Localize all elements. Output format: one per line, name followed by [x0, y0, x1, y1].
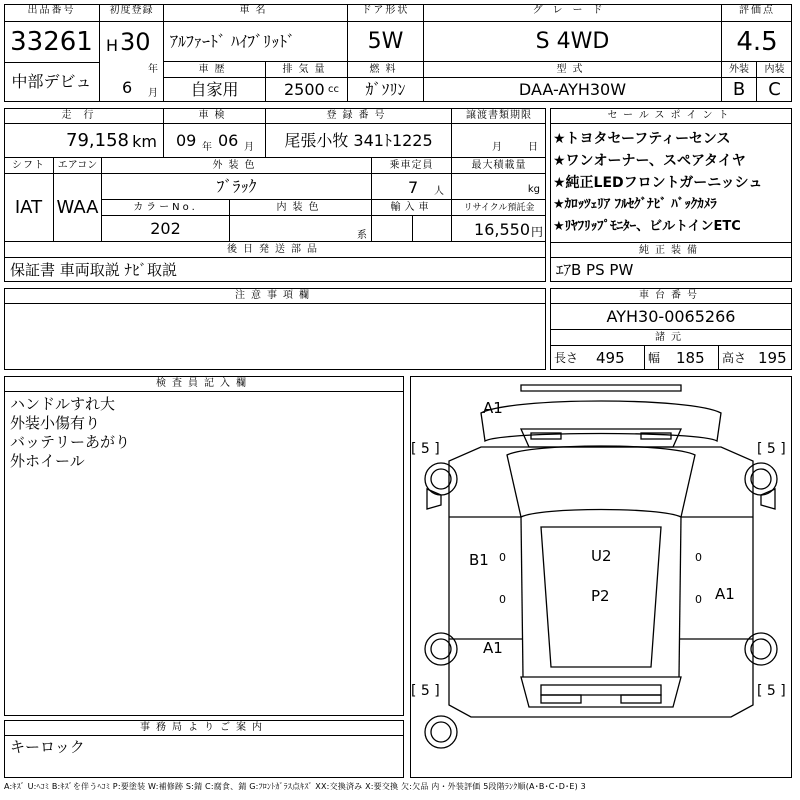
inspector-note: 外装小傷有り	[10, 414, 101, 432]
displacement-cell	[266, 78, 348, 102]
damage-mark: B1	[469, 551, 489, 569]
sales-point: ★ワンオーナー、スペアタイヤ	[553, 153, 746, 169]
damage-mark: U2	[591, 547, 612, 565]
mileage-header: 走行	[4, 108, 164, 124]
displacement-unit: cc	[328, 84, 339, 95]
history-value: 自家用	[164, 78, 266, 102]
door-header: ドア形状	[348, 4, 424, 22]
displacement-value: 2500	[284, 80, 325, 99]
sales-points-list	[553, 128, 791, 238]
tail-light	[621, 695, 661, 703]
interior-header: 内装	[757, 62, 792, 78]
transfer-day-unit: 日	[528, 142, 538, 153]
debut-label: 中部デビュ	[4, 62, 100, 102]
recycle-header: リサイクル預託金	[452, 200, 546, 216]
hood-outline	[481, 401, 721, 441]
displacement-header: 排気量	[266, 62, 348, 78]
grade-value: S 4WD	[424, 22, 722, 62]
recycle-value: 16,550	[474, 220, 530, 239]
exterior-header: 外装	[722, 62, 757, 78]
damage-mark: P2	[591, 587, 610, 605]
office-notes: キーロック	[10, 738, 85, 756]
sales-point: ★ｶﾛｯﾂｪﾘｱ ﾌﾙｾｸﾞﾅﾋﾞ ﾊﾞｯｸｶﾒﾗ	[553, 197, 717, 212]
max-load-header: 最大積載量	[452, 158, 546, 174]
width-label: 幅	[648, 351, 661, 365]
damage-mark: A1	[483, 399, 503, 417]
aircon-header: エアコン	[54, 158, 102, 174]
model-code: DAA-AYH30W	[424, 78, 722, 102]
transfer-month-unit: 月	[492, 142, 502, 153]
mirror-left	[427, 489, 441, 509]
ext-color-header: 外装色	[102, 158, 372, 174]
mileage-unit: km	[132, 132, 157, 151]
recycle-cell	[452, 216, 546, 242]
chassis-no: AYH30-0065266	[550, 304, 792, 330]
reg-month-unit: 月	[148, 88, 158, 99]
notes-header: 注意事項欄	[4, 288, 546, 304]
handle-mark: 0	[499, 551, 506, 564]
damage-mark: A1	[715, 585, 735, 603]
inspection-month-unit: 月	[244, 142, 254, 153]
recycle-unit: 円	[530, 225, 543, 239]
reg-year: 30	[120, 28, 151, 56]
standard-equip-value: ｴｱB PS PW	[556, 261, 634, 279]
sales-points-header: セールスポイント	[550, 108, 792, 124]
inspection-header: 車検	[164, 108, 266, 124]
tail-light	[541, 695, 581, 703]
inspector-notes	[10, 395, 130, 471]
wheel-rear-right	[745, 633, 777, 665]
cabin-left-line	[521, 517, 523, 677]
ext-color-value: ﾌﾞﾗｯｸ	[102, 174, 372, 200]
length-label: 長さ	[554, 351, 579, 365]
int-color-header: 内装色	[230, 200, 372, 216]
height-value: 195	[758, 349, 787, 367]
capacity-unit: 人	[434, 186, 444, 197]
reg-no-header: 登録番号	[266, 108, 452, 124]
first-reg-header: 初度登録	[100, 4, 164, 22]
fuel-header: 燃料	[348, 62, 424, 78]
inspector-note: バッテリーあがり	[10, 433, 131, 451]
car-diagram	[411, 377, 791, 777]
sales-point: ★純正LEDフロントガーニッシュ	[553, 175, 763, 191]
import-cell	[372, 216, 452, 242]
later-parts-header: 後日発送部品	[4, 242, 546, 258]
color-no-header: カラーNo.	[102, 200, 230, 216]
wheel-front-left	[425, 463, 457, 495]
windshield-outline	[521, 429, 681, 447]
sales-point: ★トヨタセーフティーセンス	[553, 131, 731, 147]
fuel-value: ｶﾞｿﾘﾝ	[348, 78, 424, 102]
tread-label: [ 5 ]	[757, 441, 786, 457]
max-load-unit: kg	[527, 184, 540, 195]
inspection-cell	[164, 124, 266, 158]
length-value: 495	[596, 349, 625, 367]
score-header: 評価点	[722, 4, 792, 22]
mirror-right	[761, 489, 775, 509]
capacity-cell	[372, 174, 452, 200]
reg-month: 6	[122, 78, 133, 97]
handle-mark: 0	[499, 593, 506, 606]
capacity-value: 7	[408, 178, 419, 197]
history-header: 車歴	[164, 62, 266, 78]
rear-bumper	[541, 685, 661, 695]
inspector-note: 外ホイール	[10, 452, 85, 470]
wheel-rear-left	[425, 633, 457, 665]
tread-label: [ 5 ]	[411, 683, 440, 699]
interior-grade: C	[768, 79, 781, 100]
transfer-header: 譲渡書類期限	[452, 108, 546, 124]
int-color-unit: 系	[357, 230, 367, 241]
cabin-right-line	[679, 517, 681, 677]
capacity-header: 乗車定員	[372, 158, 452, 174]
color-no-value: 202	[102, 216, 230, 242]
inspection-year-unit: 年	[202, 142, 212, 153]
inspector-note: ハンドルすれ大	[10, 395, 116, 413]
reg-number: 尾張小牧 341ﾄ1225	[266, 124, 452, 158]
height-label: 高さ	[722, 351, 747, 365]
handle-mark: 0	[695, 593, 702, 606]
exterior-grade: B	[722, 78, 757, 102]
score-value: 4.5	[722, 22, 792, 62]
legend-text: A:ｷｽﾞ U:ﾍｺﾐ B:ｷｽﾞを伴うﾍｺﾐ P:要塗装 W:補修跡 S:錆 C:腐食、錆 G:ﾌﾛﾝﾄｶﾞﾗｽ点ｷｽﾞ XX:交換済み X:要交換 欠:欠品 内・外装評価 5段階ﾗﾝｸ順(A･B･C･D･E) 3	[4, 782, 586, 791]
standard-equip-header: 純正装備	[550, 242, 792, 258]
mileage-cell	[4, 124, 164, 158]
handle-mark: 0	[695, 551, 702, 564]
tread-label: [ 5 ]	[757, 683, 786, 699]
door-type: 5W	[348, 22, 424, 62]
inspection-month: 06	[218, 131, 239, 150]
later-parts-value: 保証書 車両取説 ﾅﾋﾞ取説	[10, 261, 178, 279]
lot-number: 33261	[4, 22, 100, 62]
transfer-cell	[452, 124, 546, 158]
chassis-header: 車台番号	[550, 288, 792, 304]
reg-era: H	[106, 36, 119, 55]
import-header: 輸入車	[372, 200, 452, 216]
wheel-front-right	[745, 463, 777, 495]
shift-header: シフト	[4, 158, 54, 174]
sales-point: ★ﾘﾔﾌﾘｯﾌﾟﾓﾆﾀｰ、ビルトインETC	[553, 219, 741, 234]
model-header: 型式	[424, 62, 722, 78]
width-value: 185	[676, 349, 705, 367]
inspection-year: 09	[176, 131, 197, 150]
damage-mark: A1	[483, 639, 503, 657]
reg-year-unit: 年	[148, 64, 158, 75]
car-name-header: 車名	[164, 4, 348, 22]
inspector-header: 検査員記入欄	[4, 376, 404, 392]
spare-wheel	[425, 716, 457, 748]
dimensions-row	[550, 346, 792, 370]
dimensions-header: 諸元	[550, 330, 792, 346]
max-load-cell	[452, 174, 546, 200]
grade-header: グレード	[424, 4, 722, 22]
cabin-outline	[507, 446, 695, 517]
car-name: ｱﾙﾌｧｰﾄﾞ ﾊｲﾌﾞﾘｯﾄﾞ	[164, 22, 348, 62]
tread-label: [ 5 ]	[411, 441, 440, 457]
mileage-value: 79,158	[66, 130, 129, 151]
shift-value: IAT	[4, 174, 54, 242]
first-reg-cell	[100, 22, 164, 102]
office-header: 事務局よりご案内	[4, 720, 404, 736]
int-color-cell	[230, 216, 372, 242]
front-bumper-outline	[521, 385, 681, 391]
aircon-value: WAA	[54, 174, 102, 242]
lot-no-header: 出品番号	[4, 4, 100, 22]
